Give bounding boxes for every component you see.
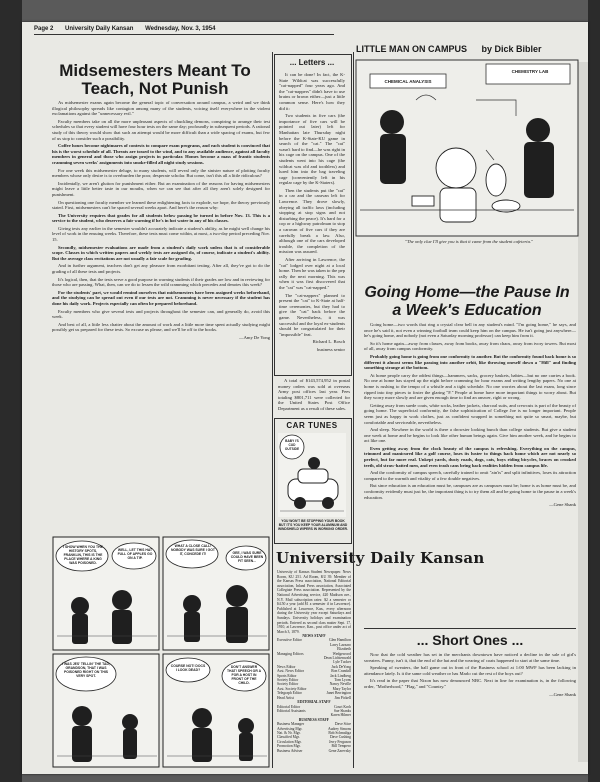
staff-person: Court Kroh [334,704,351,709]
staff-person: Glen Hamilton [328,638,351,643]
staff-person: Gene Zarevsky [328,748,351,753]
staff-person: Mary Taylor [332,686,351,691]
postal-note: A total of $143,574,952 in postal money orders was sold at overseas Army post offices last year. Fees totaling $801,711 were collected for the United States Post Office Department as a result of these sales. [278,378,350,411]
staff-role: Sports Editor [277,673,297,678]
staff-role: Telegraph Editor [277,691,302,696]
little-man-author: by Dick Bibler [481,44,542,54]
editorial-body [52,100,270,528]
staff-person: Audrey Simons [327,726,351,731]
editorial-headline: Midsemesters Meant To Teach, Not Punish [59,61,251,98]
staff-role: Editorial Editor [277,704,301,709]
paragraph: Speaking of sweaters, the ball game out in front of the Business school at 1:00 MWF has been lacking in attendance lately. Is it the same cold weather or has Marlo cut the rest of the boys out? [364,665,576,676]
staff-person: Lyle Tucker [333,660,351,665]
paragraph: On questioning one faculty member we learned these enlightening facts to explode, we hope, the theory previously stated. First, midsemesters can't be spaced several weeks apart. And here's the reason why: [52,199,270,211]
staff-person: Karen Hilmer [330,713,351,718]
going-home-headline: Going Home—the Pause In a Week's Education [364,284,570,319]
staff-person: Tom Lyons [334,678,351,683]
staff-row [277,749,351,753]
paragraph: And in further argument, teachers don't get any pleasure from exorbitant testing. After all, they've got to do the grading of all these tests and projects. [52,263,270,275]
speech-bubble-text: GEE, I WAS SURE COULD HAVE BEEN FIT SEEN... [230,551,264,563]
paragraph: Getting away from suede coats, white socks, leather jackets, charcoal suits, and crewcuts is part of the beauty of going home. The superficial conformity, the false sophistication of College Joe is no longer important. People seem just as happy in work clothes, just as confident wrapped in something not quite so smart, maybe, but comfortable and serviceable, nevertheless. [364,402,576,425]
little-man-title [356,44,542,54]
staff-role: Business Adviser [277,748,303,753]
signature: —Amy De Yong [238,334,270,340]
paragraph: Now that the cold weather has set in the merchants downtown have noticed a decline in the sale of girl's sweaters. Funny, isn't it, that the end of the hat and the wearing of coats happened to start at the same time. [364,652,576,663]
issue-date: Wednesday, Nov. 3, 1954 [145,26,216,32]
staff-role: Business Manager [277,722,305,727]
paragraph: But since education is an education must be, campuses are as campuses must be; home is as home must be, and conformity evidently must just be, the important thing is to try them all and be going home to the pause in a week's education. [364,483,576,500]
car-tunes-bubble: BABY I'S CUD OUTSIDE [284,439,300,451]
staff-person: Dave Stice [334,722,351,727]
staff-person: Dave Cushing [330,735,351,740]
signature: —Gene Shank [549,691,576,697]
paragraph: Coffee hours become nightmares of contests to compare exam programs, and each student is convinced that his is the worst schedule of all. Threats are tossed to the wind, and to any available audience, against all faculty members in general and those who assign projects in particular. Homes become a mass of frantic students cramming seven weeks' assignments into smoke-filled all night study sessions. [52,143,270,165]
letter-signature-title: business senior [317,346,345,352]
staff-role: Executive Editor [277,638,302,643]
comic-strip [52,536,270,768]
paragraph: For one week this midsemester deluge, to many students, will reveal only the sinister nature of plotting faculty members whose only desire is to overburden the poor, desperate scholar. But come, isn't this all a little ridiculous? [52,167,270,179]
news-staff-list [277,638,351,700]
little-man-caption: "The only clue I'll give you is that it came from the student cafeteria." [405,239,533,244]
signature: —Gene Shank [549,502,576,508]
masthead-title: University Daily Kansan [276,549,485,567]
editorial-staff-list [277,705,351,718]
paragraph: And best of all, a little less chatter about the amount of work and a little more time spent actually studying might possibly get us prepared for these tests. So excuse us please, and we'll be off to the books. [52,321,270,333]
paragraph: So it's home again—away from classes, away from books, away from chaos, away from ivory towers. But most of all, away from campus conformity. [364,340,576,352]
paragraph: Faculty members take on all the more unpleasant aspects of chuckling demons, conspiring to arrange their test schedules so that every student will have four hour tests on the same day; profoundly in subsequent periods. A rational study of this theory would show that such an attempt would be more difficult than a wide spacing of exams, but few of us stop to consider such a possibility. [52,118,270,141]
staff-person: Bill Tempero [331,744,351,749]
staff-role: Managing Editors [277,651,304,656]
staff-role: Editorial Assistants [277,708,306,713]
letter-signature: Richard L. Bosch [312,339,345,345]
news-staff-heading: NEWS STAFF [302,634,326,638]
staff-person: Jack Lindberg [330,673,351,678]
paragraph: The "cat-nappers" planned to present the "cat" to K-State at half-time ceremonies, but they had to give the "cat" back before the game. Nevertheless, it was successful and the loyal ex-students should be congratulated for their "impossible" feat. [279,292,345,337]
paragraph: Secondly, midsemester evaluations are made from a student's daily work unless that is of considerable scope. Classes in which written papers and weekly tests are assigned do, of course, indicate a student's ability. But the average class recitations are not usually a fair scale for grading. [52,244,270,261]
speech-bubble-text: WHAT A CLOSE CALL! NOBODY WAS SURE I GOT IT, CONCEDE IT! [170,544,216,556]
staff-role: News Editor [277,664,296,669]
paragraph: Incidentally, we aren't glutton for punishment either. But an examination of the reasons for having midsemesters might leave a little better taste in our mouths, when we can see that after all they aren't solely designed for punishment. [52,180,270,197]
paragraph: After arriving in Lawrence, the "cat" lodged over night at a local home. Then he was taken to the pep rally the next morning. This was when it was first discovered that the "cat" was "cat-napped." [279,257,345,290]
staff-role: Advertising Mgr. [277,726,303,731]
letters-body [279,72,345,372]
staff-role: Nat. & Nr. Mgr. [277,730,301,735]
masthead-info: University of Kansas Student Newspaper. News Room, KU 251. Ad Room, KU 39. Member of the Kansas Press association, National Editorial association, Inland Press association, Associated Collegiate Press association. Represented by the National Advertising service, 420 Madison ave., N.Y. Mail subscription rates: $2 a semester or $4.50 a year (add $1 a semester if in Lawrence). Published at Lawrence, Kan., every afternoon during the University year except Saturdays and Sundays. University holidays and examination periods. Entered as second class matter Sept. 17, 1910, at Lawrence, Kan., post office under act of March 3, 1879. [277,570,351,634]
staff-person: Jim Pickell [334,695,351,700]
paragraph: It can be done! In fact, the K-State Wildcat was successfully "cat-napped" four years ago. And the "cat-nappers" didn't have to use brains or brawn either—just a little common sense. Here's how they did it: [279,72,345,111]
editorial-staff-heading: EDITORIAL STAFF [297,700,331,705]
little-man-heading: LITTLE MAN ON CAMPUS [356,44,467,54]
staff-role: Society Editor [277,682,299,687]
paragraph: Even getting away from the clock beauty of the campus is refreshing. Everything on the campus, trimmed and manicured like a golf course, loses its luster to things back home which are not nearly so perfect, but far more real. Unkept yards, dusty roads, dogs, cats, boys riding bicycles, braces on crooked teeth, old straw-hatted men, and even trash cans bring back realities hidden from campus life. [364,445,576,468]
analysis-sign: CHEMICAL ANALYSIS [384,79,432,84]
paragraph: The University requires that grades for all students below passing be turned in before Nov. 13. This is a service to the student, who deserves a fair warning if he's in hot water in any of his classes. [52,212,270,224]
staff-role: Society Editor [277,678,299,683]
paragraph: Giving tests any earlier in the semester wouldn't accurately indicate a student's ability, as he might well change his level of work in the ensuing weeks. Therefore, these tests must come within, at most, a two-day period preceding Nov. 15. [52,225,270,243]
staff-person: Jack DeYong [331,664,351,669]
paragraph: Faculty members who give several tests and projects throughout the semester can, and generally do, avoid this week. [52,308,270,320]
paragraph: Then the students put the "cat" in a car and the caravan left for Lawrence. They drove slowly, obeying all traffic laws (including stopping at stop signs and not disturbing the peace). It's hard for a cop or a highway patrolman to stop a caravan of five cars if they are carefully break a law. Also, although one of the cars developed trouble, the completion of the mission was assured. [279,187,345,255]
speech-bubble-text: DON'T ANSWER THAT! SPEECH OR A FOR A HOST IN FRONT OF THE CHILD. [226,665,262,685]
paragraph: For the students' part, we would remind ourselves that midsemesters have been assigned weeks beforehand, and the studying can be spread out even if our tests are not. Cramming is never necessary if the student has done his daily work. Projects especially can often be prepared beforehand. [52,289,270,306]
scanner-edge-left [0,0,22,782]
staff-role: Promotion Mgr. [277,744,301,749]
short-ones-body [364,652,576,764]
staff-person: Ron Crandall [331,669,351,674]
staff-role: Head Artist [277,695,294,700]
staff-person: Bob Schmaliga [328,730,351,735]
column-rule [272,52,273,768]
paper-name: University Daily Kansan [65,26,134,32]
staff-role: Asst. Society Editor [277,686,307,691]
staff-person: Larry Lazzaro [330,642,351,647]
comic-strip-art [52,536,270,768]
staff-role: Asst. News Editor [277,669,304,674]
short-ones-heading: ... Short Ones ... [416,632,524,648]
staff-role: Circulation Mgr. [277,739,302,744]
page-header [34,26,225,32]
header-rule [34,34,334,35]
speech-bubble-text: I WAS JES' TELLIN' THE TAD, GRANDSON, THAT I WAS POISONED RIGHT ON THIS VERY SPOT. [62,662,110,678]
paragraph: At home people carry the oddest things—hammers, sacks, grocery baskets, babies—but no one carries a book. No one at home has stayed up the night before cramming for hour exams and writing lengthy papers. No one at home is rushing to the tempo of a whistle and a tight schedule. No one worries about the last exam, long since ripped into tiny pieces to foster the glaring "F." People at home have more important things to worry about. But they worry more slowly and are given enough time to find an answer, right or wrong. [364,372,576,401]
speech-bubble-text: COURSE NOT! DOCS I LOOK DEAD? [170,664,206,672]
staff-person: Jerry Ferguson [329,739,351,744]
masthead-staff [277,634,351,753]
paragraph: And sleep. Nowhere in the world is there a drowsier looking bunch than college students. But give a student one week at home and he begins to look like other human beings again. Give him another week, and he begins to act like one. [364,427,576,444]
paragraph: It's logical, then, that the tests serve a good purpose in warning students if their grades are low and in reviewing for those who are passing. What, then, can we do to lessen the wild cramming which precedes and denotes this week? [52,276,270,288]
car-tunes-heading: CAR TUNES [286,421,338,430]
going-home-body [364,322,576,634]
lab-sign: CHEMISTRY LAB [511,69,549,74]
business-staff-list [277,722,351,753]
business-staff-heading: BUSINESS STAFF [298,717,330,722]
staff-role: Classified Mgr. [277,735,300,740]
staff-person: Janet Berrington [326,691,351,696]
adjacent-page-strip [578,62,588,762]
staff-person: Nancy Neville [329,682,351,687]
speech-bubble-text: WELL, LET THIS HAT FULL OF APPLES GO ON A TIP. [117,548,153,560]
paragraph: Going home—two words that ring a crystal clear bell in any student's mind. "I'm going home," he says, and once he's said it, not even a winning football team could keep him on the campus. He isn't going just anywhere—he's going home, and nobody (not even a Saturday morning professor) can keep him from it. [364,322,576,339]
staff-person: Sue Shanks [333,708,351,713]
scanner-edge-right [588,0,600,782]
staff-person: Dean Lichtenwald [323,656,351,661]
little-man-cartoon [356,60,578,236]
paragraph: Probably going home is going from one conformity to another. But the conformity found back home is so different it almost seems like passing into another orbit, like throwing oneself down a "Hill" and finding something strange at the bottom. [364,353,576,371]
paragraph: It's read in the paper that Nixon has now denounced NBC. Next in line for examination is, in the following order, "Motherhood," "Flag," and "Country." [364,678,576,689]
car-tunes-caption: YOU WON'T BE STOPPING YOUR BOOK BUT IT'S YOU KEEP YOUR ALUMINUM AND WINDSHIELD WIPERS IN WORKING ORDER. [278,519,348,531]
paragraph: And the conformity of campus speech, carefully trained to omit "ain'ts" and split infinitives, loses its attraction compared to the warmth and vitality of a few double negatives. [364,470,576,481]
staff-person: Elizabeth [337,647,351,652]
letters-heading: ... Letters ... [289,58,335,67]
page-number: Page 2 [34,26,54,32]
speech-bubble-text: I SHOW WHEN YOU THE HISTORY SPOTS, FRANKLIN, THIS IS THE PLACE WHERE A KING WAS POISONED. [63,545,103,565]
paragraph: As midsemester exams again become the general topic of conversation around campus, a weird and we think illogical philosophy spreads like contagion among many of the students, voicing itself everywhere in the violent exclamations against the "unnecessary evil." [52,100,270,117]
paragraph: Two students in five cars (the importance of five cars will be pointed out later) left for Manhattan late Thursday night before the K-State-KU game in search of the "cat." The "cat" wasn't hard to find—he was right in his cage on the campus. One of the students went into his cage (the wildcat was old and toothless) and lured him into the bag traveling cage (conveniently left in his regular cage by the K-Staters). [279,113,345,186]
column-rule [353,52,354,768]
short-ones-rule [364,628,576,629]
staff-person: Wedgewood [332,651,351,656]
